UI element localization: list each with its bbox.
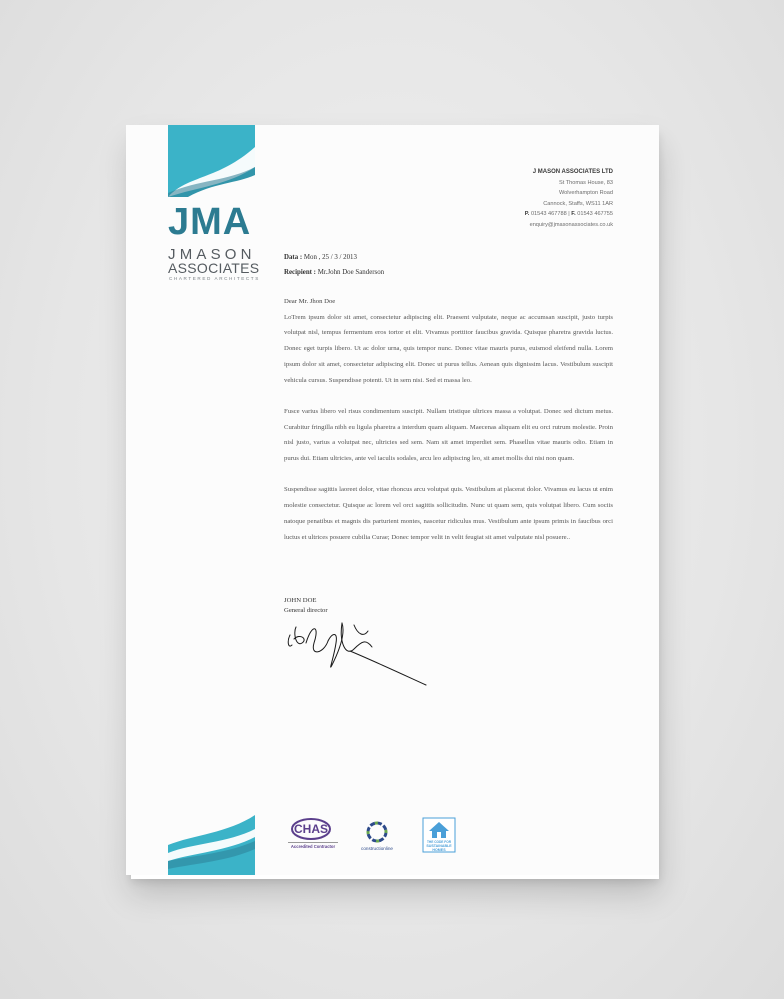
csh-line1: THE CODE FOR: [426, 840, 452, 844]
company-email: enquiry@jmasonassociates.co.uk: [529, 221, 613, 228]
date-line: [284, 250, 384, 265]
date-value: Mon , 25 / 3 / 2013: [303, 254, 357, 261]
csh-line3: HOMES: [432, 848, 446, 852]
constructionline-wordmark: constructionline: [361, 846, 393, 851]
sustainable-homes-logo: [422, 817, 456, 853]
recipient-label: Recipient :: [284, 269, 316, 276]
logo-mark: JMA: [168, 201, 252, 243]
recipient-line: [284, 265, 384, 280]
logo-name-line1: JMASON: [168, 246, 256, 263]
chas-accreditation-logo: [284, 817, 342, 853]
address-line1: St Thomas House, 83: [559, 179, 613, 186]
csh-line2: SUSTAINABLE: [426, 844, 452, 848]
logo-tagline: CHARTERED ARCHITECTS: [169, 276, 260, 281]
paragraph-2: Fusce varius libero vel risus condimentum suscipit. Nullam tristique ultrices massa a volutpat. Donec sed dictum metus. Curabitur fringilla nibh eu ligula pharetra a interdum quam aliquam. Maecenas aliquam elit eu orci rutrum molestie. Proin nisl justo, varius a volutpat nec, ultricies sed sem. Nam sit amet imperdiet sem. Phasellus vitae mauris odio. Etiam in purus dui. Etiam ultricies, ante vel iaculis sodales, arcu leo adipiscing leo, sit amet mollis dui nisi non quam.: [284, 407, 613, 463]
company-name: J MASON ASSOCIATES LTD: [532, 169, 613, 175]
paragraph-3: Suspendisse sagittis laoreet dolor, vitae rhoncus arcu volutpat quis. Vestibulum at placerat dolor. Vivamus eu lacus ut enim molestie consectetur. Quisque ac lorem vel orci sagittis sollicitudin. Nunc ut quam sem, quis volutpat libero. Cum sociis natoque penatibus et magnis dis parturient montes, nascetur ridiculus mus. Vestibulum ante ipsum primis in faucibus orci luctus et ultrices posuere cubilia Curae; Donec tempor velit in velit feugiat sit amet vulputate nisl posuere..: [284, 486, 613, 541]
chas-caption: Accredited Contractor: [290, 844, 336, 849]
letterhead-sheet: [126, 125, 659, 875]
brand-wave-bottom: [168, 815, 255, 875]
phone-label: P.: [524, 211, 530, 218]
separator: |: [568, 211, 570, 218]
phone-number: 01543 467788: [530, 211, 567, 218]
company-address-block: [525, 167, 613, 231]
chas-wordmark: CHAS: [293, 822, 329, 836]
salutation: Dear Mr. Jhon Doe: [284, 298, 336, 305]
signer-name: JOHN DOE: [284, 597, 317, 604]
address-line2: Wolverhampton Road: [559, 190, 613, 197]
letter-body: [284, 294, 613, 561]
fax-label: F.: [571, 211, 576, 218]
address-line3: Cannock, Staffs, WS11 1AR: [543, 200, 613, 207]
logo-name-line2: ASSOCIATES: [168, 260, 260, 276]
fax-number: 01543 467755: [577, 211, 613, 218]
constructionline-logo: [358, 819, 396, 855]
brand-wave-top: [168, 125, 255, 197]
phone-fax-line: [525, 209, 613, 220]
recipient-value: Mr.John Doe Sanderson: [317, 269, 385, 276]
letter-meta: [284, 250, 384, 280]
paragraph-1: LoTrem ipsum dolor sit amet, consectetur adipiscing elit. Praesent vulputate, neque ac accumsan suscipit, justo turpis volutpat nisl, tempus fermentum eros tortor et elit. Vivamus porttitor faucibus gravida. Quisque pharetra gravida luctus. Donec eget turpis libero. Ut ac dolor urna, quis tempor nunc. Donec vitae mauris purus, euismod eleifend nulla. Lorem ipsum dolor sit amet, consectetur adipiscing elit. Donec ut purus tellus. Aenean quis dignissim lacus. Vestibulum suscipit vehicula cursus. Suspendisse potenti. Ut in sem nisi. Sed et massa leo.: [284, 313, 613, 384]
handwritten-signature: [284, 613, 434, 691]
date-label: Data :: [284, 254, 303, 261]
signer-title: General director: [284, 607, 328, 614]
